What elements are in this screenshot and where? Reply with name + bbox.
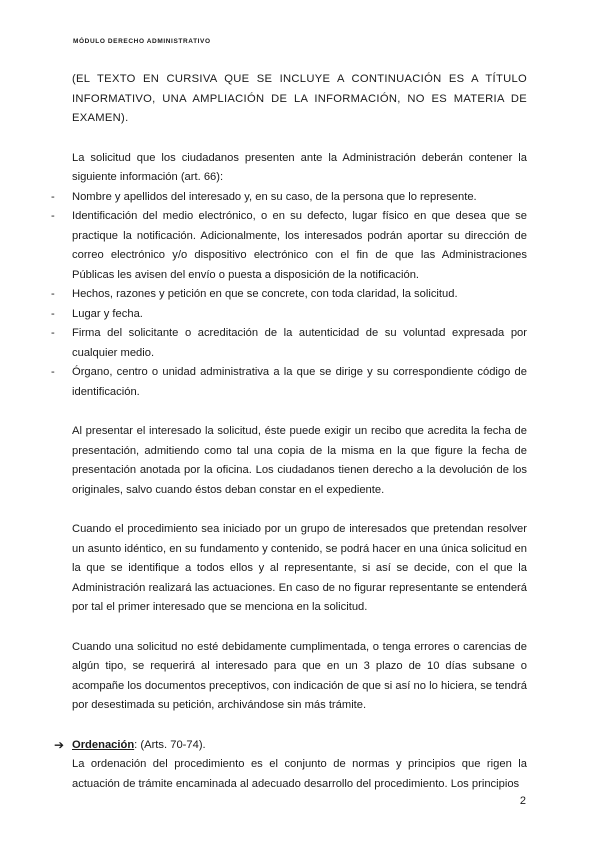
list-item-text: Nombre y apellidos del interesado y, en su caso, de la persona que lo represente.	[72, 190, 477, 203]
paragraph-subsanacion: Cuando una solicitud no esté debidamente cumplimentada, o tenga errores o carencias de algún tipo, se requerirá al interesado para que en un 3 plazo de 10 días subsane o acompañe los documentos preceptivos, con indicación de que si así no lo hiciera, se tendrá por desestimada su petición, archivándose sin más trámite.	[72, 640, 527, 711]
list-item	[51, 305, 527, 325]
solicitud-intro: La solicitud que los ciudadanos presenten ante la Administración deberán contener la siguiente información (art. 66):	[72, 151, 527, 183]
ordenacion-ref: : (Arts. 70-74).	[134, 738, 206, 751]
dash-bullet: -	[51, 366, 55, 378]
dash-bullet: -	[51, 288, 55, 300]
list-item	[51, 207, 527, 285]
list-item	[51, 285, 527, 305]
arrow-right-icon: ➔	[54, 737, 65, 752]
dash-bullet: -	[51, 210, 55, 222]
solicitud-requirements-list	[51, 188, 527, 403]
dash-bullet: -	[51, 307, 55, 320]
list-item-text: Identificación del medio electrónico, o en su defecto, lugar físico en que desea que se practique la notificación. Adicionalmente, los interesados podrán aportar su dirección de correo electrónico y/o dispositivo electrónico con el fin de que las Administraciones Públicas les avisen del envío o puesta a disposición de la notificación.	[72, 210, 527, 281]
list-item	[51, 188, 527, 208]
page-content	[51, 70, 527, 794]
ordenacion-heading	[54, 736, 527, 756]
paragraph-recibo: Al presentar el interesado la solicitud, éste puede exigir un recibo que acredita la fecha de presentación, admitiendo como tal una copia de la misma en la que figure la fecha de presentación anotada por la oficina. Los ciudadanos tienen derecho a la devolución de los originales, salvo cuando éstos deban constar en el expediente.	[72, 425, 527, 496]
list-item-text: Órgano, centro o unidad administrativa a la que se dirige y su correspondiente código de identificación.	[72, 366, 527, 398]
dash-bullet: -	[51, 327, 55, 339]
ordenacion-text: La ordenación del procedimiento es el conjunto de normas y principios que rigen la actuación de trámite encaminada al adecuado desarrollo del procedimiento. Los principios	[72, 758, 527, 790]
list-item	[51, 324, 527, 363]
informative-notice: (EL TEXTO EN CURSIVA QUE SE INCLUYE A CONTINUACIÓN ES A TÍTULO INFORMATIVO, UNA AMPLIACIÓN DE LA INFORMACIÓN, NO ES MATERIA DE EXAMEN).	[72, 73, 527, 124]
page-number: 2	[519, 795, 526, 807]
dash-bullet: -	[51, 190, 55, 203]
list-item-text: Firma del solicitante o acreditación de la autenticidad de su voluntad expresada por cualquier medio.	[72, 327, 527, 359]
paragraph-grupo-interesados: Cuando el procedimiento sea iniciado por un grupo de interesados que pretendan resolver un asunto idéntico, en su fundamento y contenido, se podrá hacer en una única solicitud en la que se identifique a todos ellos y al representante, si así se decide, con el que la Administración realizará las actuaciones. En caso de no figurar representante se entenderá por tal el primer interesado que se menciona en la solicitud.	[72, 523, 527, 613]
list-item	[51, 363, 527, 402]
list-item-text: Lugar y fecha.	[72, 307, 143, 320]
list-item-text: Hechos, razones y petición en que se concrete, con toda claridad, la solicitud.	[72, 288, 458, 300]
page-header: MÓDULO DERECHO ADMINISTRATIVO	[73, 38, 211, 45]
ordenacion-title: Ordenación	[72, 738, 135, 751]
